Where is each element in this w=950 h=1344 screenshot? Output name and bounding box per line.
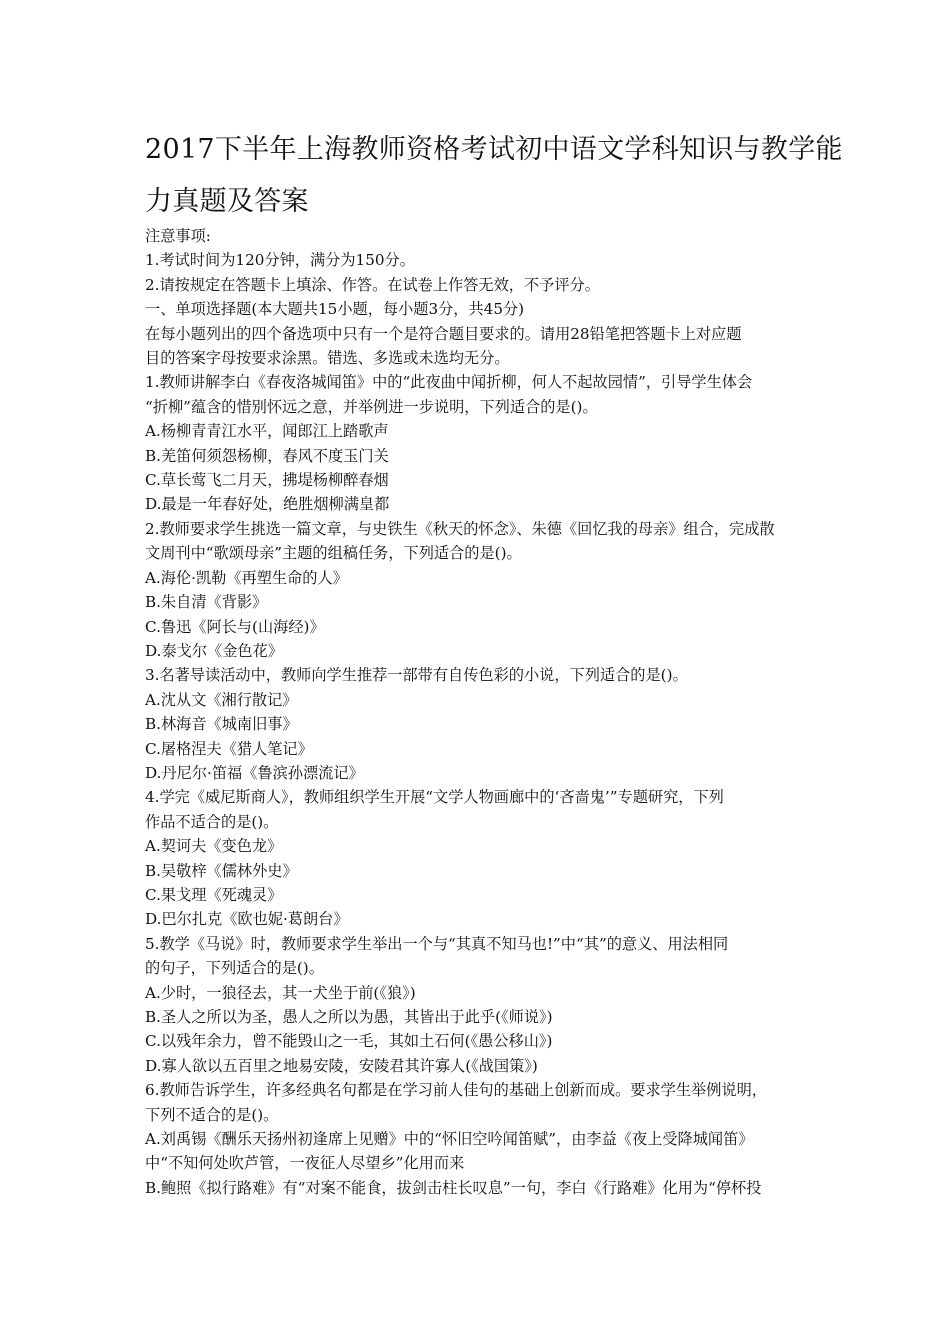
body-line: 下列不适合的是()。 (145, 1105, 279, 1124)
body-line: 一、单项选择题(本大题共15小题，每小题3分，共45分) (145, 300, 525, 319)
body-line: 4.学完《威尼斯商人》，教师组织学生开展“文学人物画廊中的‘吝啬鬼’”专题研究，下列 (145, 788, 724, 807)
body-line: 3.名著导读活动中，教师向学生推荐一部带有自传色彩的小说，下列适合的是()。 (145, 666, 688, 685)
body-line: B.圣人之所以为圣，愚人之所以为愚，其皆出于此乎(《师说》) (145, 1008, 553, 1026)
body-line: 中“不知何处吹芦管，一夜征人尽望乡”化用而来 (145, 1154, 465, 1173)
title-line-1: 2017下半年上海教师资格考试初中语文学科知识与教学能 (145, 134, 843, 165)
body-line: B.吴敬梓《儒林外史》 (145, 861, 298, 880)
body-line: D.巴尔扎克《欧也妮·葛朗台》 (145, 910, 349, 929)
title-line-2: 力真题及答案 (145, 186, 309, 217)
body-line: 2.教师要求学生挑选一篇文章，与史铁生《秋天的怀念》、朱德《回忆我的母亲》组合，完成散 (145, 519, 775, 538)
document-title (145, 124, 843, 228)
body-line: D.泰戈尔《金色花》 (145, 641, 283, 660)
body-line: 1.教师讲解李白《春夜洛城闻笛》中的“此夜曲中闻折柳，何人不起故园情”，引导学生体会 (145, 373, 753, 392)
body-line: B.鲍照《拟行路难》有“对案不能食，拔剑击柱长叹息”一句，李白《行路难》化用为“停杯投 (145, 1178, 762, 1197)
body-line: A.杨柳青青江水平，闻郎江上踏歌声 (145, 422, 389, 441)
body-line: A.海伦·凯勒《再塑生命的人》 (145, 568, 348, 587)
body-line: 文周刊中“歌颂母亲”主题的组稿任务，下列适合的是()。 (145, 544, 522, 563)
body-line: 目的答案字母按要求涂黑。错选、多选或未选均无分。 (145, 349, 510, 368)
body-line: D.最是一年春好处，绝胜烟柳满皇都 (145, 495, 390, 514)
body-line: C.草长莺飞二月天，拂堤杨柳醉春烟 (145, 471, 389, 490)
body-line: 5.教学《马说》时，教师要求学生举出一个与“其真不知马也!”中“其”的意义、用法相同 (145, 934, 729, 953)
body-line: 2.请按规定在答题卡上填涂、作答。在试卷上作答无效，不予评分。 (145, 275, 600, 294)
body-line: A.少时，一狼径去，其一犬坐于前(《狼》) (145, 983, 416, 1002)
body-line: A.契诃夫《变色龙》 (145, 837, 283, 856)
body-line: 注意事项: (145, 227, 211, 245)
body-line: 6.教师告诉学生，许多经典名句都是在学习前人佳句的基础上创新而成。要求学生举例说明， (145, 1081, 767, 1100)
body-line: B.朱自清《背影》 (145, 593, 268, 612)
body-line: B.羌笛何须怨杨柳，春风不度玉门关 (145, 446, 389, 465)
body-line: A.沈从文《湘行散记》 (145, 690, 298, 709)
body-line: C.果戈理《死魂灵》 (145, 885, 283, 904)
body-line: 在每小题列出的四个备选项中只有一个是符合题目要求的。请用28铅笔把答题卡上对应题 (145, 324, 742, 343)
body-line: 作品不适合的是()。 (145, 812, 279, 831)
body-line: D.寡人欲以五百里之地易安陵，安陵君其许寡人(《战国策》) (145, 1056, 538, 1075)
body-line: C.屠格涅夫《猎人笔记》 (145, 739, 313, 758)
document-body (145, 224, 810, 1200)
body-line: 的句子，下列适合的是()。 (145, 959, 324, 978)
body-line: 1.考试时间为120分钟，满分为150分。 (145, 251, 415, 270)
body-line: D.丹尼尔·笛福《鲁滨孙漂流记》 (145, 763, 364, 782)
body-line: “折柳”蕴含的惜别怀远之意，并举例进一步说明，下列适合的是()。 (145, 397, 598, 416)
body-line: C.鲁迅《阿长与(山海经)》 (145, 617, 325, 636)
body-line: C.以残年余力，曾不能毁山之一毛，其如土石何(《愚公移山》) (145, 1032, 553, 1051)
body-line: A.刘禹锡《酬乐天扬州初逢席上见赠》中的“怀旧空吟闻笛赋”，由李益《夜上受降城闻笛》 (145, 1130, 754, 1149)
body-line: B.林海音《城南旧事》 (145, 715, 298, 734)
